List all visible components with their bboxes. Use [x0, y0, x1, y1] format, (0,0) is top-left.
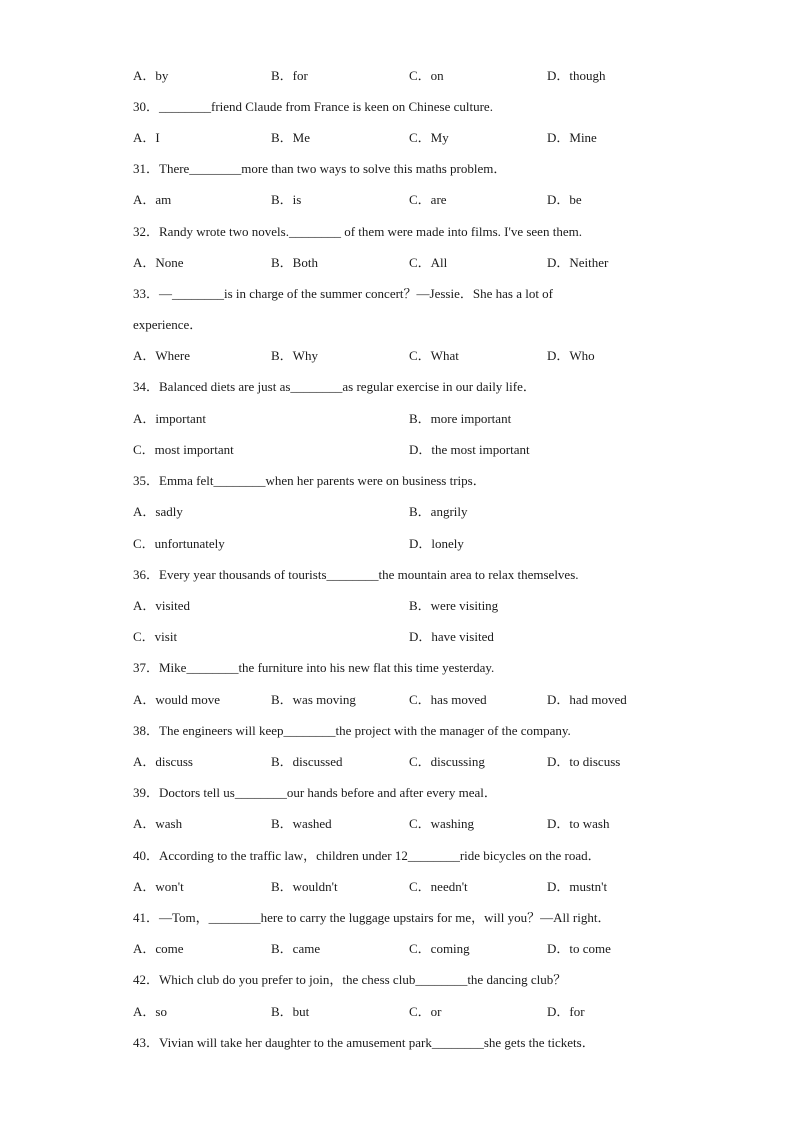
q38-stem: 38．The engineers will keep________the project with the manager of the company. [133, 723, 571, 738]
q30-option-a: A．I [133, 130, 160, 145]
q33-option-d: D．Who [547, 348, 595, 363]
q36-option-d: D．have visited [409, 629, 494, 644]
q41-option-b: B．came [271, 941, 321, 956]
q42-option-d: D．for [547, 1004, 585, 1019]
q33-option-c: C．What [409, 348, 459, 363]
q42-stem: 42．Which club do you prefer to join，the chess club________the dancing club？ [133, 972, 567, 987]
q30-option-b: B．Me [271, 130, 311, 145]
q34-option-c: C．most important [133, 442, 234, 457]
q30-option-d: D．Mine [547, 130, 597, 145]
q29-option-c: C．on [409, 68, 444, 83]
q40-option-d: D．mustn't [547, 879, 608, 894]
q30-stem: 30．________friend Claude from France is keen on Chinese culture. [133, 99, 493, 114]
q32-option-d: D．Neither [547, 255, 609, 270]
q33-stem: 33．—________is in charge of the summer concert？—Jessie．She has a lot of [133, 286, 554, 301]
q35-option-b: B．angrily [409, 504, 468, 519]
q40-option-b: B．wouldn't [271, 879, 338, 894]
q34-option-d: D．the most important [409, 442, 530, 457]
q30-option-c: C．My [409, 130, 449, 145]
q41-stem: 41．—Tom，________here to carry the luggage upstairs for me，will you？—All right． [133, 910, 611, 925]
q32-stem: 32．Randy wrote two novels.________ of them were made into films. I've seen them. [133, 224, 582, 239]
q37-option-c: C．has moved [409, 692, 487, 707]
q36-option-c: C．visit [133, 629, 178, 644]
q42-option-c: C．or [409, 1004, 442, 1019]
q31-option-d: D．be [547, 192, 582, 207]
q31-option-b: B．is [271, 192, 302, 207]
q34-option-a: A．important [133, 411, 206, 426]
q37-option-a: A．would move [133, 692, 221, 707]
q34-stem: 34．Balanced diets are just as________as regular exercise in our daily life． [133, 379, 536, 394]
q38-option-b: B．discussed [271, 754, 343, 769]
q36-option-a: A．visited [133, 598, 191, 613]
q32-option-a: A．None [133, 255, 184, 270]
q38-option-d: D．to discuss [547, 754, 621, 769]
q32-option-c: C．All [409, 255, 448, 270]
q33-stem-continued: experience． [133, 317, 203, 332]
q36-stem: 36．Every year thousands of tourists________the mountain area to relax themselves. [133, 567, 579, 582]
q40-option-a: A．won't [133, 879, 184, 894]
q32-option-b: B．Both [271, 255, 318, 270]
q33-option-a: A．Where [133, 348, 191, 363]
q35-option-c: C．unfortunately [133, 536, 225, 551]
q35-stem: 35．Emma felt________when her parents were on business trips． [133, 473, 486, 488]
q29-option-b: B．for [271, 68, 308, 83]
q40-stem: 40．According to the traffic law，children under 12________ride bicycles on the road． [133, 848, 601, 863]
q42-option-a: A．so [133, 1004, 167, 1019]
q36-option-b: B．were visiting [409, 598, 499, 613]
q31-option-c: C．are [409, 192, 447, 207]
q31-option-a: A．am [133, 192, 172, 207]
q41-option-a: A．come [133, 941, 184, 956]
q38-option-a: A．discuss [133, 754, 193, 769]
q39-option-d: D．to wash [547, 816, 610, 831]
q33-option-b: B．Why [271, 348, 318, 363]
q41-option-c: C．coming [409, 941, 470, 956]
q31-stem: 31．There________more than two ways to solve this maths problem． [133, 161, 507, 176]
q41-option-d: D．to come [547, 941, 611, 956]
q39-option-a: A．wash [133, 816, 183, 831]
q39-stem: 39．Doctors tell us________our hands before and after every meal． [133, 785, 497, 800]
q38-option-c: C．discussing [409, 754, 485, 769]
q37-stem: 37．Mike________the furniture into his new flat this time yesterday. [133, 660, 495, 675]
q39-option-c: C．washing [409, 816, 475, 831]
q42-option-b: B．but [271, 1004, 310, 1019]
q29-option-a: A．by [133, 68, 169, 83]
q35-option-d: D．lonely [409, 536, 464, 551]
q35-option-a: A．sadly [133, 504, 183, 519]
q37-option-d: D．had moved [547, 692, 627, 707]
q29-option-d: D．though [547, 68, 606, 83]
q39-option-b: B．washed [271, 816, 332, 831]
q40-option-c: C．needn't [409, 879, 468, 894]
q37-option-b: B．was moving [271, 692, 356, 707]
q43-stem: 43．Vivian will take her daughter to the amusement park________she gets the tickets． [133, 1035, 595, 1050]
q34-option-b: B．more important [409, 411, 512, 426]
